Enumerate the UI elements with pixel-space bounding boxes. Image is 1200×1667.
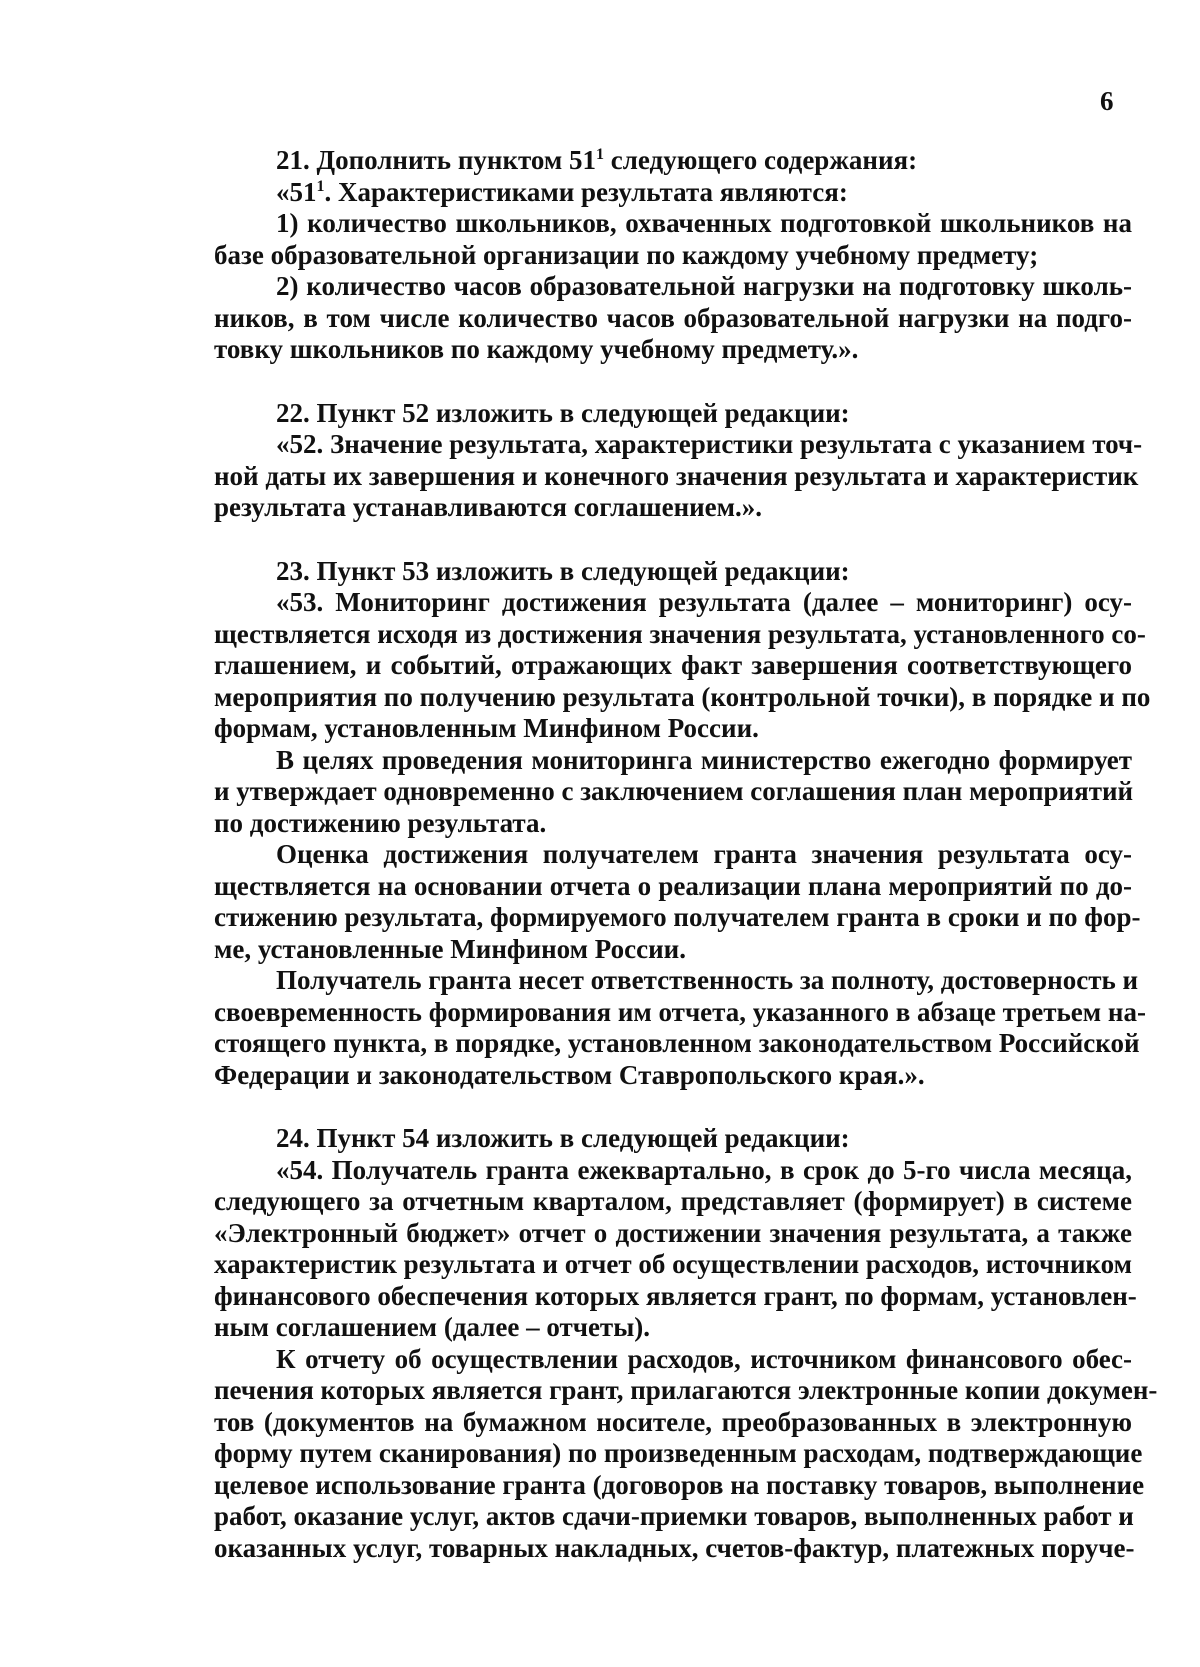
text-line: результата устанавливаются соглашением.». [214, 492, 763, 522]
text-line: следующего за отчетным кварталом, представляет (формирует) в системе [214, 1186, 1132, 1216]
text-span: 21. Дополнить пунктом 51 [276, 145, 597, 175]
text-span: «51 [276, 176, 317, 207]
text-line: финансового обеспечения которых является грант, по формам, установлен- [214, 1280, 1137, 1311]
text-line: стижению результата, формируемого получателем гранта в сроки и по фор- [214, 902, 1141, 932]
text-line: ществляется на основании отчета о реализации плана мероприятий по до- [214, 870, 1132, 901]
item-22-heading: 22. Пункт 52 изложить в следующей редакции: [276, 397, 850, 428]
text-line: 1) количество школьников, охваченных подготовкой школьников на [276, 208, 1132, 238]
text-line: Получатель гранта несет ответственность за полноту, достоверность и [276, 965, 1139, 995]
text-line: Федерации и законодательством Ставропольского края.». [214, 1059, 925, 1090]
superscript: 1 [316, 177, 325, 195]
text-line: 2) количество часов образовательной нагрузки на подготовку школь- [276, 271, 1132, 301]
text-line: «53. Мониторинг достижения результата (далее – мониторинг) осу- [276, 587, 1132, 617]
item-51-1-heading [214, 177, 1132, 209]
text-line: «Электронный бюджет» отчет о достижении значения результата, а также [214, 1217, 1132, 1248]
text-span: . Характеристиками результата являются: [324, 176, 848, 207]
text-line: ным соглашением (далее – отчеты). [214, 1312, 651, 1342]
text-line: Оценка достижения получателем гранта значения результата осу- [276, 839, 1132, 869]
paragraph-gap [214, 366, 1132, 398]
paragraph-gap [214, 524, 1132, 556]
text-line: мероприятия по получению результата (контрольной точки), в порядке и по [214, 681, 1151, 712]
document-body [214, 145, 1158, 1564]
text-line: К отчету об осуществлении расходов, источником финансового обес- [276, 1343, 1132, 1374]
text-line: глашением, и событий, отражающих факт завершения соответствующего [214, 650, 1132, 680]
item-21-heading [214, 145, 1132, 177]
text-line: «54. Получатель гранта ежеквартально, в срок до 5-го числа месяца, [276, 1154, 1132, 1185]
text-line: ной даты их завершения и конечного значения результата и характеристик [214, 460, 1139, 491]
page-number: 6 [1100, 86, 1114, 116]
superscript: 1 [596, 146, 605, 163]
text-line: печения которых является грант, прилагаются электронные копии докумен- [214, 1375, 1158, 1405]
text-line: базе образовательной организации по каждому учебному предмету; [214, 239, 1039, 270]
paragraph-gap [214, 1091, 1132, 1123]
text-line: характеристик результата и отчет об осуществлении расходов, источником [214, 1249, 1132, 1279]
text-line: формам, установленным Минфином России. [214, 713, 759, 743]
text-line: стоящего пункта, в порядке, установленном законодательством Российской [214, 1028, 1140, 1058]
text-line: целевое использование гранта (договоров на поставку товаров, выполнение [214, 1469, 1145, 1500]
text-line: и утверждает одновременно с заключением соглашения план мероприятий [214, 776, 1134, 806]
text-line: работ, оказание услуг, актов сдачи-приемки товаров, выполненных работ и [214, 1501, 1134, 1531]
text-line: ников, в том числе количество часов образовательной нагрузки на подго- [214, 302, 1132, 333]
item-24-heading: 24. Пункт 54 изложить в следующей редакции: [276, 1123, 850, 1153]
text-line: своевременность формирования им отчета, указанного в абзаце третьем на- [214, 996, 1146, 1027]
text-line: ме, установленные Минфином России. [214, 933, 686, 964]
text-line: товку школьников по каждому учебному предмету.». [214, 334, 859, 364]
text-line: форму путем сканирования) по произведенным расходам, подтверждающие [214, 1438, 1143, 1468]
item-23-heading: 23. Пункт 53 изложить в следующей редакции: [276, 555, 850, 586]
text-line: оказанных услуг, товарных накладных, счетов-фактур, платежных поруче- [214, 1532, 1135, 1563]
text-line: В целях проведения мониторинга министерство ежегодно формирует [276, 744, 1132, 775]
text-span: следующего содержания: [604, 145, 918, 175]
text-line: по достижению результата. [214, 807, 547, 838]
text-line: ществляется исходя из достижения значения результата, установленного со- [214, 618, 1146, 649]
text-line: «52. Значение результата, характеристики результата с указанием точ- [276, 429, 1143, 459]
text-line: тов (документов на бумажном носителе, преобразованных в электронную [214, 1406, 1132, 1437]
